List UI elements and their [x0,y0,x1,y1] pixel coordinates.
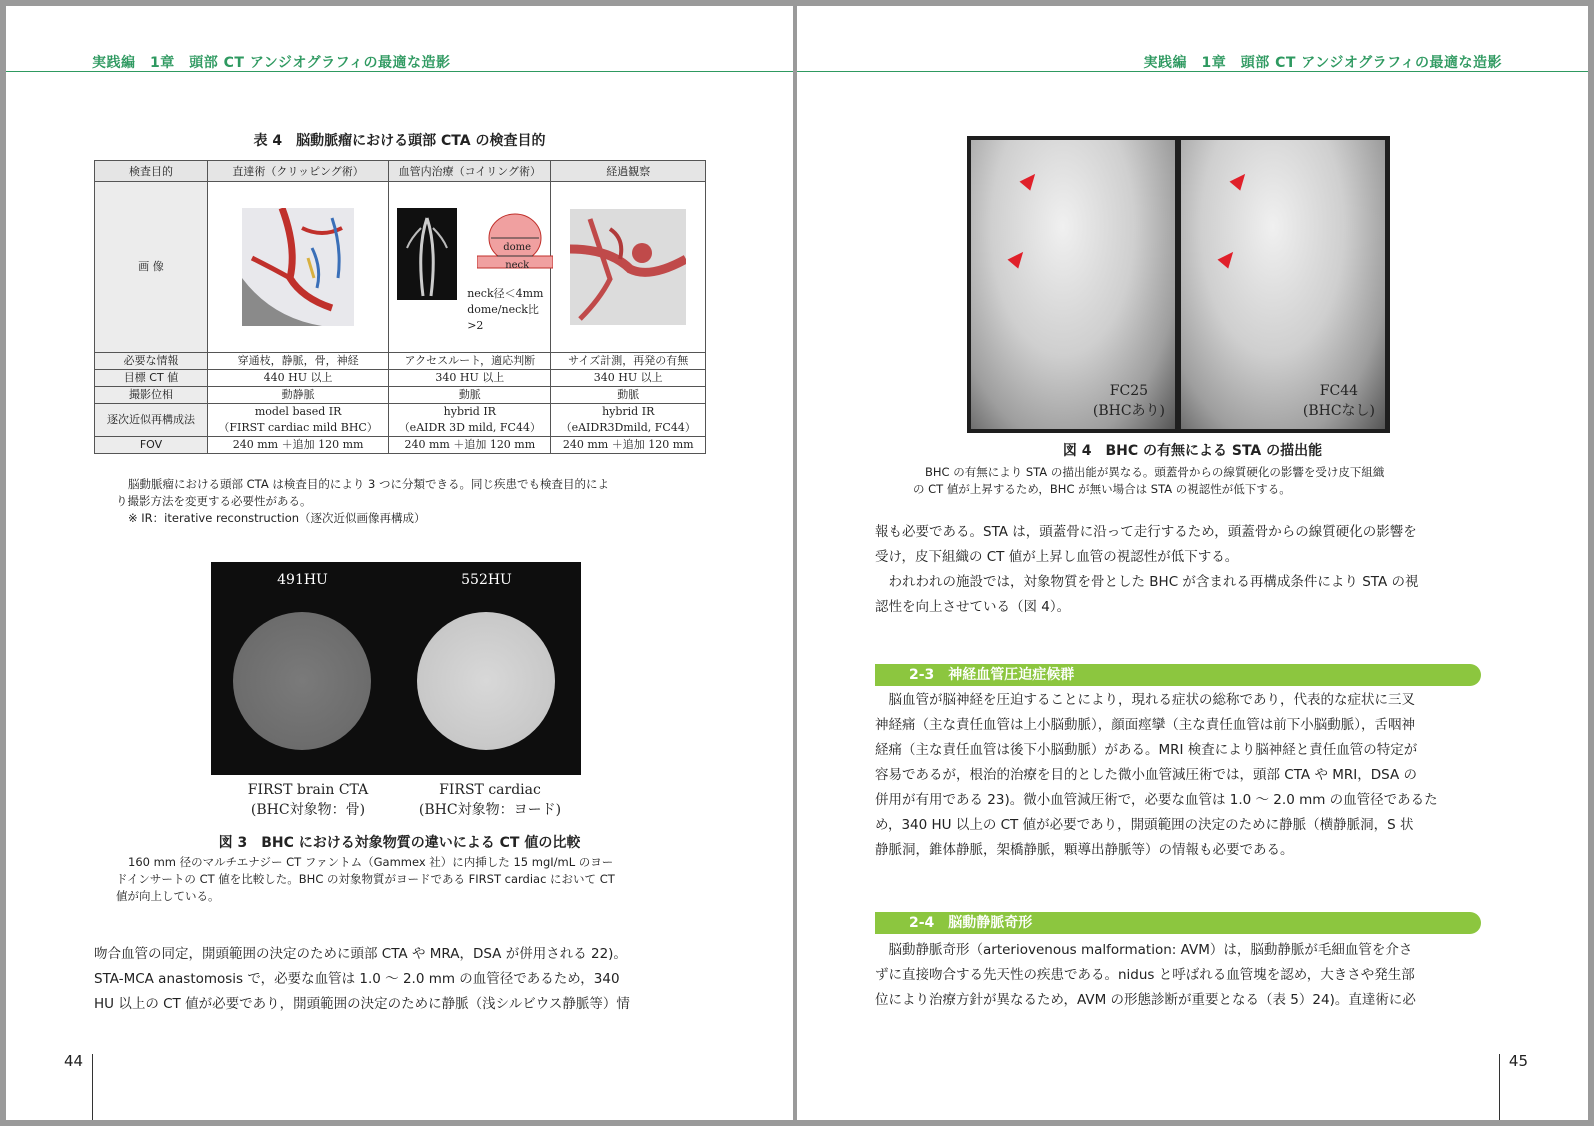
section-heading-2-4: 2-4 脳動静脈奇形 [875,912,1481,934]
label-line: (BHC対象物：ヨード) [418,802,562,818]
running-head: 実践編 1章 頭部 CT アンジオグラフィの最適な造影 [1143,55,1502,71]
row-label: 撮影位相 [95,387,208,404]
coiling-diagram [389,182,551,353]
label-line: FIRST brain CTA [247,782,369,798]
text-line: 受け，皮下組織の CT 値が上昇し血管の視認性が低下する。 [875,549,1239,565]
label-line: FIRST cardiac [439,782,541,798]
cell-line: （FIRST cardiac mild BHC） [218,421,378,434]
table-cell [389,404,551,437]
note-line: ※ IR：iterative reconstruction（逐次近似画像再構成） [128,511,426,525]
table-cell: 240 mm ＋追加 120 mm [389,437,551,454]
followup-aneurysm-image [551,182,706,353]
figure4-caption: 図 4 BHC の有無による STA の描出能 [1062,443,1323,459]
cell-line: （eAIDR3Dmild, FC44） [560,421,696,434]
table-row [95,387,706,404]
red-arrow-icon [1229,169,1250,190]
text-line: 報も必要である。STA は，頭蓋骨に沿って走行するため，頭蓋骨からの線質硬化の影響を [875,524,1417,540]
row-label: FOV [95,437,208,454]
text-line: 経痛（主な責任血管は後下小脳動脈）がある。MRI 検査により脳神経と責任血管の特定が [875,742,1418,758]
table-header: 経過観察 [551,161,706,182]
table-cell: 240 mm ＋追加 120 mm [551,437,706,454]
hu-label-right: 552HU [461,572,512,588]
text-line: われわれの施設では，対象物質を骨とした BHC が含まれる再構成条件により STA の視 [875,574,1419,590]
label-line: FC25 [1109,383,1149,399]
text-line: STA-MCA anastomosis で，必要な血管は 1.0 ～ 2.0 mm の血管径であるため，340 [94,971,620,987]
table-header-row [95,161,706,182]
red-arrow-icon [1007,247,1028,268]
label-line: FC44 [1319,383,1359,399]
label-line: (BHC対象物：骨) [250,802,366,818]
text-line: ずに直接吻合する先天性の疾患である。nidus と呼ばれる血管塊を認め，大きさや発生部 [875,967,1415,983]
neck-criteria: neck径＜4mm [467,287,544,300]
cell-line: model based IR [254,405,342,418]
text-line: 静脈洞，錐体静脈，架橋静脈，顆導出静脈等）の情報も必要である。 [875,842,1294,858]
body-text [94,942,704,1017]
text-line: HU 以上の CT 値が必要であり，開頭範囲の決定のために静脈（浅シルビウス静脈等）情 [94,996,630,1012]
table-header: 検査目的 [95,161,208,182]
phantom-label-left [228,780,388,820]
label-line: (BHCなし) [1302,403,1375,419]
table-cell: 動脈 [389,387,551,404]
cell-line: hybrid IR [602,405,655,418]
phantom-label-right [404,780,576,820]
header-rule [6,71,793,72]
text-line: 脳動静脈奇形（arteriovenous malformation: AVM）は，脳動静脈が毛細血管を介さ [875,942,1413,958]
page-number: 45 [1508,1052,1528,1070]
row-label: 目標 CT 値 [95,370,208,387]
row-label: 逐次近似再構成法 [95,404,208,437]
note-line: 脳動脈瘤における頭部 CTA は検査目的により 3 つに分類できる。同じ疾患でも検査目的によ [128,477,609,491]
table-cell: 340 HU 以上 [389,370,551,387]
table-header: 血管内治療（コイリング術） [389,161,551,182]
body-text [875,938,1481,1013]
row-label: 必要な情報 [95,353,208,370]
text-line: 位により治療方針が異なるため，AVM の形態診断が重要となる（表 5）24)。直達術に必 [875,992,1416,1008]
hu-label-left: 491HU [277,572,328,588]
figure3-note [116,854,702,905]
table-note [116,476,702,527]
text-line: 脳血管が脳神経を圧迫することにより，現れる症状の総称であり，代表的な症状に三叉 [875,692,1415,708]
skull-image-no-bhc [1181,140,1385,429]
phantom-right-panel [395,562,578,775]
text-line: 吻合血管の同定，開頭範囲の決定のために頭部 CTA や MRA，DSA が併用される 22)。 [94,946,627,962]
note-line: BHC の有無により STA の描出能が異なる。頭蓋骨からの線質硬化の影響を受け皮下組織 [925,465,1385,479]
phantom-disk-brain [233,612,371,750]
table-cell: サイズ計測，再発の有無 [551,353,706,370]
text-line: め，340 HU 以上の CT 値が必要であり，開頭範囲の決定のために静脈（横静脈洞，S 状 [875,817,1414,833]
table-cell: 440 HU 以上 [208,370,389,387]
red-arrow-icon [1019,169,1040,190]
phantom-figure [211,562,581,775]
aneurysm-cta-table [94,160,706,454]
table-cell: 穿通枝，静脈，骨，神経 [208,353,389,370]
section-heading-2-3: 2-3 神経血管圧迫症候群 [875,664,1481,686]
text-line: 容易であるが，根治的治療を目的とした微小血管減圧術では，頭部 CTA や MRI，DSA の [875,767,1417,783]
right-page [797,6,1588,1120]
note-line: の CT 値が上昇するため，BHC が無い場合は STA の視認性が低下する。 [913,482,1291,496]
row-label-image: 画 像 [95,182,208,353]
image-label-right [1303,381,1375,421]
skull-sta-figure [967,136,1390,433]
text-line: 神経痛（主な責任血管は上小脳動脈），顔面痙攣（主な責任血管は前下小脳動脈），舌咽神 [875,717,1415,733]
phantom-left-panel [211,562,394,775]
page-number-rule [1499,1054,1500,1120]
table-caption: 表 4 脳動脈瘤における頭部 CTA の検査目的 [253,133,546,149]
table-cell: 340 HU 以上 [551,370,706,387]
note-line: 160 mm 径のマルチエナジー CT ファントム（Gammex 社）に内挿した 15 mgI/mL のヨー [128,855,614,869]
note-line: り撮影方法を変更する必要性がある。 [116,494,312,508]
table-row-images [95,182,706,353]
dome-label: dome [503,242,532,253]
phantom-disk-cardiac [417,612,555,750]
page-number-rule [92,1054,93,1120]
figure4-note [913,464,1473,498]
left-page [6,6,793,1120]
image-label-left [1093,381,1165,421]
clipping-vessel-image [208,182,389,353]
table-row [95,437,706,454]
page-number: 44 [64,1052,84,1070]
running-head: 実践編 1章 頭部 CT アンジオグラフィの最適な造影 [92,55,451,71]
table-row [95,370,706,387]
neck-label: neck [505,260,530,271]
body-text [875,688,1481,863]
table-cell [208,404,389,437]
figure3-caption: 図 3 BHC における対象物質の違いによる CT 値の比較 [218,835,581,851]
table-cell: 240 mm ＋追加 120 mm [208,437,389,454]
table-cell: 動静脈 [208,387,389,404]
table-cell: アクセスルート，適応判断 [389,353,551,370]
note-line: ドインサートの CT 値を比較した。BHC の対象物質がヨードである FIRST cardiac において CT [116,872,615,886]
dome-neck-criteria: dome/neck比>2 [467,303,539,332]
label-line: (BHCあり) [1092,403,1165,419]
table-row [95,404,706,437]
table-cell: 動脈 [551,387,706,404]
body-text [875,520,1481,620]
text-line: 認性を向上させている（図 4）。 [875,599,1071,615]
cell-line: （eAIDR 3D mild, FC44） [398,421,541,434]
skull-image-bhc [971,140,1175,429]
note-line: 値が向上している。 [116,889,220,903]
header-rule [797,71,1588,72]
table-cell [551,404,706,437]
cell-line: hybrid IR [443,405,496,418]
text-line: 併用が有用である 23)。微小血管減圧術で，必要な血管は 1.0 ～ 2.0 mm の血管径であるた [875,792,1438,808]
table-header: 直達術（クリッピング術） [208,161,389,182]
red-arrow-icon [1217,247,1238,268]
table-row [95,353,706,370]
